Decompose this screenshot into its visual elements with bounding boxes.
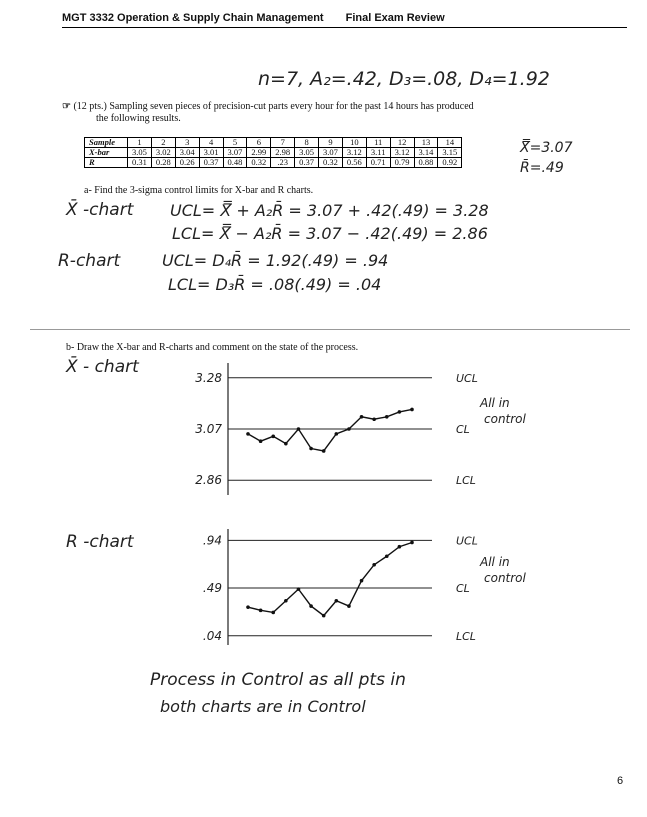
xbar-chart (195, 363, 526, 495)
xbar-cell: 3.07 (223, 148, 247, 158)
annotation-line-2: control (484, 571, 526, 586)
data-point (385, 554, 389, 558)
limit-label: CL (456, 582, 470, 596)
sample-cell: 3 (175, 138, 199, 148)
data-point (259, 609, 263, 613)
problem-text-2: the following results. (96, 113, 181, 124)
sample-cell: 10 (342, 138, 366, 148)
range-cell: 0.32 (247, 158, 271, 168)
r-chart-title: R -chart (66, 532, 134, 552)
data-point (347, 427, 351, 431)
xbar-label: X-bar (85, 148, 128, 158)
r-chart (203, 529, 527, 645)
y-tick-label: 3.28 (195, 370, 222, 385)
sample-cell: 1 (128, 138, 152, 148)
sample-label: Sample (85, 138, 128, 148)
r-chart-label: R-chart (58, 251, 121, 271)
y-tick-label: .94 (202, 533, 222, 548)
range-cell: 0.31 (128, 158, 152, 168)
data-point (322, 614, 326, 618)
data-point (309, 447, 313, 451)
xbar-cell: 3.15 (438, 148, 462, 158)
sample-cell: 13 (414, 138, 438, 148)
page-number: 6 (617, 775, 624, 787)
range-cell: 0.71 (366, 158, 390, 168)
range-cell: .23 (271, 158, 295, 168)
data-point (284, 442, 288, 446)
xbar-cell: 3.11 (366, 148, 390, 158)
y-tick-label: 2.86 (195, 473, 222, 488)
r-lcl-calc: LCL= D₃R̄ = .08(.49) = .04 (168, 275, 382, 294)
data-point (297, 587, 301, 591)
data-point (297, 427, 301, 431)
data-point (246, 605, 250, 609)
sample-cell: 4 (199, 138, 223, 148)
mean-range: R̄=.49 (520, 160, 564, 176)
xbar-cell: 2.98 (271, 148, 295, 158)
data-point (410, 541, 414, 545)
data-point (398, 410, 402, 414)
xbar-cell: 3.04 (175, 148, 199, 158)
range-cell: 0.26 (175, 158, 199, 168)
range-cell: 0.37 (295, 158, 319, 168)
xbar-cell: 3.12 (342, 148, 366, 158)
range-cell: 0.56 (342, 158, 366, 168)
xbar-lcl-calc: LCL= X̿ − A₂R̄ = 3.07 − .42(.49) = 2.86 (172, 224, 488, 243)
sample-cell: 12 (390, 138, 414, 148)
conclusion-line-1: Process in Control as all pts in (150, 670, 406, 690)
data-point (372, 563, 376, 567)
xbar-chart-title: X̄ - chart (66, 357, 139, 377)
range-cell: 0.48 (223, 158, 247, 168)
data-point (271, 611, 275, 615)
grand-mean: X̿=3.07 (520, 140, 573, 156)
y-tick-label: .04 (202, 628, 222, 643)
part-a-question: a- Find the 3-sigma control limits for X-bar and R charts. (84, 185, 314, 196)
annotation-line-1: All in (480, 396, 510, 410)
range-cell: 0.79 (390, 158, 414, 168)
data-point (335, 599, 339, 603)
sample-cell: 14 (438, 138, 462, 148)
limit-label: UCL (456, 371, 478, 385)
data-point (372, 417, 376, 421)
annotation-line-2: control (484, 412, 526, 426)
xbar-cell: 3.05 (295, 148, 319, 158)
xbar-cell: 3.01 (199, 148, 223, 158)
series-line (248, 542, 412, 615)
sample-cell: 7 (271, 138, 295, 148)
xbar-cell: 3.05 (128, 148, 152, 158)
conclusion-line-2: both charts are in Control (160, 697, 366, 716)
range-cell: 0.88 (414, 158, 438, 168)
range-cell: 0.37 (199, 158, 223, 168)
xbar-chart-label: X̄ -chart (66, 200, 134, 220)
sample-cell: 8 (295, 138, 319, 148)
data-point (271, 435, 275, 439)
sample-cell: 5 (223, 138, 247, 148)
doc-title: Final Exam Review (345, 12, 445, 24)
constants-line: n=7, A₂=.42, D₃=.08, D₄=1.92 (258, 68, 550, 90)
data-point (246, 432, 250, 436)
sample-cell: 9 (319, 138, 343, 148)
data-point (360, 415, 364, 419)
data-point (410, 408, 414, 412)
xbar-cell: 3.14 (414, 148, 438, 158)
sample-cell: 11 (366, 138, 390, 148)
xbar-cell: 3.02 (151, 148, 175, 158)
range-cell: 0.32 (319, 158, 343, 168)
range-label: R (85, 158, 128, 168)
data-point (347, 604, 351, 608)
part-b-question: b- Draw the X-bar and R-charts and comment on the state of the process. (66, 342, 359, 353)
r-ucl-calc: UCL= D₄R̄ = 1.92(.49) = .94 (162, 251, 389, 270)
limit-label: UCL (456, 534, 478, 548)
problem-statement: ☞ (12 pts.) Sampling seven pieces of precision-cut parts every hour for the past 14 hours has produced (62, 101, 474, 112)
problem-text: Sampling seven pieces of precision-cut parts every hour for the past 14 hours has produced (109, 101, 474, 112)
annotation-line-1: All in (480, 555, 510, 570)
data-point (398, 545, 402, 549)
problem-points: (12 pts.) (73, 101, 107, 112)
data-point (385, 415, 389, 419)
sample-cell: 2 (151, 138, 175, 148)
xbar-cell: 2.99 (247, 148, 271, 158)
xbar-cell: 3.07 (319, 148, 343, 158)
data-point (322, 449, 326, 453)
data-point (309, 604, 313, 608)
data-point (360, 579, 364, 583)
data-point (335, 432, 339, 436)
data-point (259, 439, 263, 443)
course-title: MGT 3332 Operation & Supply Chain Management (62, 12, 324, 24)
data-point (284, 599, 288, 603)
range-cell: 0.28 (151, 158, 175, 168)
y-tick-label: 3.07 (195, 422, 222, 436)
sample-cell: 6 (247, 138, 271, 148)
y-tick-label: .49 (202, 581, 222, 596)
limit-label: CL (456, 423, 470, 436)
limit-label: LCL (456, 629, 476, 643)
xbar-cell: 3.12 (390, 148, 414, 158)
xbar-ucl-calc: UCL= X̿ + A₂R̄ = 3.07 + .42(.49) = 3.28 (170, 201, 489, 220)
range-cell: 0.92 (438, 158, 462, 168)
limit-label: LCL (456, 474, 476, 488)
